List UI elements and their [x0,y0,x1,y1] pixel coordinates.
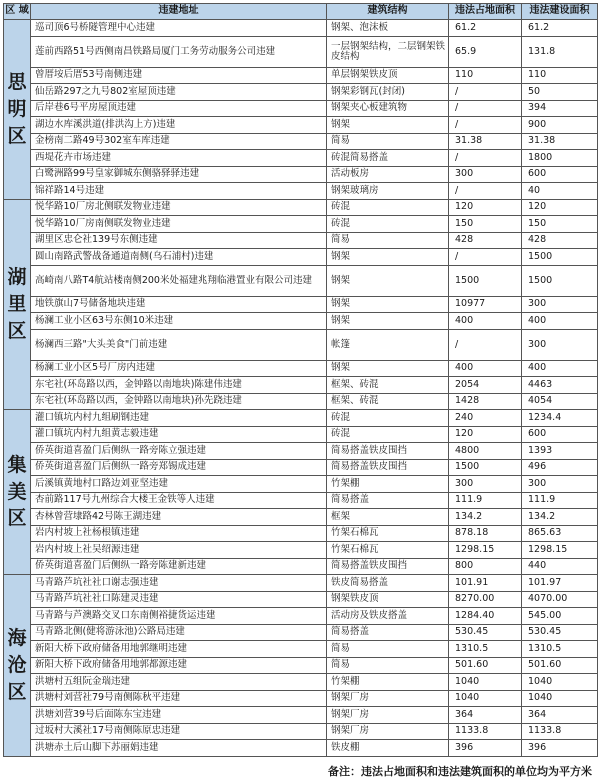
table-row [4,20,598,37]
building-area-cell: 394 [522,100,598,117]
building-area-cell: 131.8 [522,36,598,67]
table-row [4,624,598,641]
address-cell: 杏前路117号九州综合大楼王金铁等人违建 [31,492,327,509]
building-area-cell: 1133.8 [522,723,598,740]
structure-cell: 钢架铁皮顶 [327,591,449,608]
structure-cell: 钢架彩钢瓦(封闭) [327,84,449,101]
land-area-cell: / [449,117,522,134]
land-area-cell: 10977 [449,296,522,313]
structure-cell: 框架、砖混 [327,377,449,394]
building-area-cell: 1298.15 [522,542,598,559]
violations-table-container [3,3,597,757]
structure-cell: 简易 [327,657,449,674]
header-building-area: 违法建设面积 [522,4,598,20]
table-row [4,199,598,216]
structure-cell: 钢架玻璃房 [327,183,449,200]
table-row [4,608,598,625]
building-area-cell: 61.2 [522,20,598,37]
table-row [4,690,598,707]
address-cell: 马青路芦坑社社口谢志强违建 [31,575,327,592]
address-cell: 杨澜工业小区5号厂房内违建 [31,360,327,377]
land-area-cell: 110 [449,67,522,84]
header-land-area: 违法占地面积 [449,4,522,20]
address-cell: 侨英街道喜盈门后侧纵一路旁郑锡成违建 [31,459,327,476]
table-row [4,740,598,757]
structure-cell: 框架 [327,509,449,526]
structure-cell: 简易 [327,232,449,249]
land-area-cell: 364 [449,707,522,724]
land-area-cell: 1310.5 [449,641,522,658]
address-cell: 灌口镇坑内村九组黄志毅违建 [31,426,327,443]
structure-cell: 铁皮简易搭盖 [327,575,449,592]
building-area-cell: 1040 [522,674,598,691]
address-cell: 侨英街道喜盈门后侧纵一路旁陈立强违建 [31,443,327,460]
structure-cell: 钢架厂房 [327,690,449,707]
structure-cell: 帐篷 [327,329,449,360]
land-area-cell: 1298.15 [449,542,522,559]
land-area-cell: 428 [449,232,522,249]
building-area-cell: 364 [522,707,598,724]
address-cell: 仙岳路297之九号802室屋顶违建 [31,84,327,101]
district-label: 集美区 [4,410,31,575]
address-cell: 高崎南八路T4航站楼南侧200米处福建兆翔临港置业有限公司违建 [31,265,327,296]
address-cell: 湖里区忠仑社139号东侧违建 [31,232,327,249]
table-row [4,166,598,183]
table-row [4,329,598,360]
table-row [4,492,598,509]
structure-cell: 钢架 [327,296,449,313]
address-cell: 莲前西路51号西侧南昌铁路局厦门工务劳动服务公司违建 [31,36,327,67]
building-area-cell: 300 [522,296,598,313]
table-row [4,296,598,313]
land-area-cell: / [449,84,522,101]
address-cell: 过坂村大溪社17号南侧陈原忠违建 [31,723,327,740]
building-area-cell: 496 [522,459,598,476]
structure-cell: 框架、砖混 [327,393,449,410]
land-area-cell: 1428 [449,393,522,410]
table-row [4,657,598,674]
building-area-cell: 545.00 [522,608,598,625]
address-cell: 西堤花卉市场违建 [31,150,327,167]
land-area-cell: 111.9 [449,492,522,509]
land-area-cell: 150 [449,216,522,233]
table-row [4,150,598,167]
table-row [4,459,598,476]
building-area-cell: 150 [522,216,598,233]
structure-cell: 活动房及铁皮搭盖 [327,608,449,625]
header-structure: 建筑结构 [327,4,449,20]
land-area-cell: 240 [449,410,522,427]
address-cell: 杨澜工业小区63号东侧10米违建 [31,313,327,330]
address-cell: 后岸巷6号平房屋顶违建 [31,100,327,117]
address-cell: 新阳大桥下政府储备用地郭继明违建 [31,641,327,658]
address-cell: 马青路芦坑社社口陈建灵违建 [31,591,327,608]
building-area-cell: 300 [522,329,598,360]
table-row [4,443,598,460]
address-cell: 东宅社(环岛路以西，金钟路以南地块)陈建伟违建 [31,377,327,394]
land-area-cell: 1500 [449,265,522,296]
land-area-cell: 300 [449,166,522,183]
table-row [4,249,598,266]
building-area-cell: 865.63 [522,525,598,542]
table-row [4,265,598,296]
table-row [4,232,598,249]
building-area-cell: 111.9 [522,492,598,509]
table-row [4,591,598,608]
address-cell: 悦华路10厂房北侧联发物业违建 [31,199,327,216]
building-area-cell: 4070.00 [522,591,598,608]
structure-cell: 竹架棚 [327,674,449,691]
structure-cell: 砖混 [327,199,449,216]
structure-cell: 钢架 [327,265,449,296]
address-cell: 悦华路10厂房南侧联发物业违建 [31,216,327,233]
address-cell: 地铁旗山7号储备地块违建 [31,296,327,313]
address-cell: 洪塘村刘营社79号南侧陈秋平违建 [31,690,327,707]
building-area-cell: 300 [522,476,598,493]
land-area-cell: 101.91 [449,575,522,592]
structure-cell: 钢架夹心板建筑物 [327,100,449,117]
footnote: 备注：违法占地面积和违法建筑面积的单位均为平方米 [328,765,592,778]
building-area-cell: 501.60 [522,657,598,674]
address-cell: 洪塘村五组阮金瑞违建 [31,674,327,691]
address-cell: 后溪镇黄地村口路边刘亚坚违建 [31,476,327,493]
land-area-cell: 1284.40 [449,608,522,625]
structure-cell: 单层钢架铁皮顶 [327,67,449,84]
table-row [4,84,598,101]
land-area-cell: 120 [449,426,522,443]
table-body [4,20,598,757]
district-label: 思明区 [4,20,31,200]
land-area-cell: 300 [449,476,522,493]
land-area-cell: 400 [449,313,522,330]
building-area-cell: 530.45 [522,624,598,641]
building-area-cell: 600 [522,166,598,183]
building-area-cell: 1310.5 [522,641,598,658]
table-row [4,509,598,526]
address-cell: 巡司顶6号桥隧管理中心违建 [31,20,327,37]
table-row [4,674,598,691]
structure-cell: 钢架 [327,117,449,134]
building-area-cell: 31.38 [522,133,598,150]
district-label: 湖里区 [4,199,31,410]
building-area-cell: 396 [522,740,598,757]
building-area-cell: 4054 [522,393,598,410]
land-area-cell: 1040 [449,690,522,707]
structure-cell: 一层钢架结构，二层钢架铁皮结构 [327,36,449,67]
address-cell: 杏林曾营埭路42号陈王湖违建 [31,509,327,526]
address-cell: 金榜南二路49号302室车库违建 [31,133,327,150]
building-area-cell: 40 [522,183,598,200]
address-cell: 灌口镇坑内村九组刷钢违建 [31,410,327,427]
land-area-cell: 65.9 [449,36,522,67]
land-area-cell: 8270.00 [449,591,522,608]
land-area-cell: 1040 [449,674,522,691]
building-area-cell: 1800 [522,150,598,167]
land-area-cell: 2054 [449,377,522,394]
table-row [4,183,598,200]
land-area-cell: / [449,183,522,200]
building-area-cell: 1500 [522,265,598,296]
address-cell: 马青路与芦澳路交叉口东南侧裕捷货运违建 [31,608,327,625]
land-area-cell: 878.18 [449,525,522,542]
table-row [4,133,598,150]
structure-cell: 简易搭盖铁皮围挡 [327,558,449,575]
land-area-cell: / [449,100,522,117]
land-area-cell: 396 [449,740,522,757]
structure-cell: 砖混 [327,410,449,427]
header-district: 区 域 [4,4,31,20]
building-area-cell: 101.97 [522,575,598,592]
building-area-cell: 1393 [522,443,598,460]
table-row [4,117,598,134]
structure-cell: 简易搭盖 [327,492,449,509]
building-area-cell: 120 [522,199,598,216]
address-cell: 白鹭洲路99号皇家御城东侧骆驿驿违建 [31,166,327,183]
building-area-cell: 600 [522,426,598,443]
address-cell: 锦祥路14号违建 [31,183,327,200]
structure-cell: 简易 [327,641,449,658]
address-cell: 洪塘赤土后山脚下苏丽娟违建 [31,740,327,757]
address-cell: 新阳大桥下政府储备用地郭都源违建 [31,657,327,674]
land-area-cell: 530.45 [449,624,522,641]
structure-cell: 铁皮棚 [327,740,449,757]
land-area-cell: 1500 [449,459,522,476]
address-cell: 东宅社(环岛路以西，金钟路以南地块)孙先跷违建 [31,393,327,410]
table-row [4,100,598,117]
table-row [4,67,598,84]
structure-cell: 钢架 [327,313,449,330]
structure-cell: 钢架 [327,360,449,377]
address-cell: 湖边水库溪洪道(排洪沟上方)违建 [31,117,327,134]
land-area-cell: 501.60 [449,657,522,674]
building-area-cell: 4463 [522,377,598,394]
table-row [4,641,598,658]
table-row [4,558,598,575]
structure-cell: 砖混 [327,426,449,443]
structure-cell: 简易搭盖 [327,624,449,641]
table-row [4,360,598,377]
structure-cell: 砖混 [327,216,449,233]
table-row [4,216,598,233]
land-area-cell: / [449,150,522,167]
table-row [4,377,598,394]
building-area-cell: 134.2 [522,509,598,526]
land-area-cell: / [449,329,522,360]
violations-table [3,3,598,757]
land-area-cell: 61.2 [449,20,522,37]
building-area-cell: 400 [522,313,598,330]
header-address: 违建地址 [31,4,327,20]
structure-cell: 简易搭盖铁皮围挡 [327,459,449,476]
address-cell: 洪塘刘营39号后面陈东宝违建 [31,707,327,724]
table-row [4,525,598,542]
structure-cell: 活动板房 [327,166,449,183]
land-area-cell: 1133.8 [449,723,522,740]
building-area-cell: 900 [522,117,598,134]
building-area-cell: 440 [522,558,598,575]
address-cell: 圆山南路武警战备通道南侧(乌石浦村)违建 [31,249,327,266]
table-row [4,36,598,67]
table-row [4,410,598,427]
land-area-cell: 4800 [449,443,522,460]
building-area-cell: 1234.4 [522,410,598,427]
structure-cell: 简易搭盖铁皮围挡 [327,443,449,460]
table-row [4,723,598,740]
building-area-cell: 1500 [522,249,598,266]
building-area-cell: 428 [522,232,598,249]
structure-cell: 砖混简易搭盖 [327,150,449,167]
table-row [4,575,598,592]
structure-cell: 竹架石棉瓦 [327,542,449,559]
structure-cell: 简易 [327,133,449,150]
address-cell: 马青路北侧(健将游泳池)公路局违建 [31,624,327,641]
structure-cell: 竹架石棉瓦 [327,525,449,542]
table-row [4,426,598,443]
structure-cell: 竹架棚 [327,476,449,493]
structure-cell: 钢架厂房 [327,723,449,740]
address-cell: 曾厝垵后厝53号南侧违建 [31,67,327,84]
building-area-cell: 50 [522,84,598,101]
structure-cell: 钢架厂房 [327,707,449,724]
address-cell: 岩内村坡上社杨根镇违建 [31,525,327,542]
structure-cell: 钢架 [327,249,449,266]
table-row [4,313,598,330]
address-cell: 杨澜西三路"大头美食"门前违建 [31,329,327,360]
land-area-cell: 134.2 [449,509,522,526]
building-area-cell: 1040 [522,690,598,707]
land-area-cell: 31.38 [449,133,522,150]
table-row [4,707,598,724]
building-area-cell: 400 [522,360,598,377]
land-area-cell: 400 [449,360,522,377]
table-row [4,393,598,410]
land-area-cell: / [449,249,522,266]
table-row [4,476,598,493]
table-row [4,542,598,559]
structure-cell: 钢架、泡沫板 [327,20,449,37]
header-row [4,4,598,20]
building-area-cell: 110 [522,67,598,84]
land-area-cell: 800 [449,558,522,575]
district-label: 海沧区 [4,575,31,757]
address-cell: 侨英街道喜盈门后侧纵一路旁陈建新违建 [31,558,327,575]
land-area-cell: 120 [449,199,522,216]
address-cell: 岩内村坡上社吴绍源违建 [31,542,327,559]
